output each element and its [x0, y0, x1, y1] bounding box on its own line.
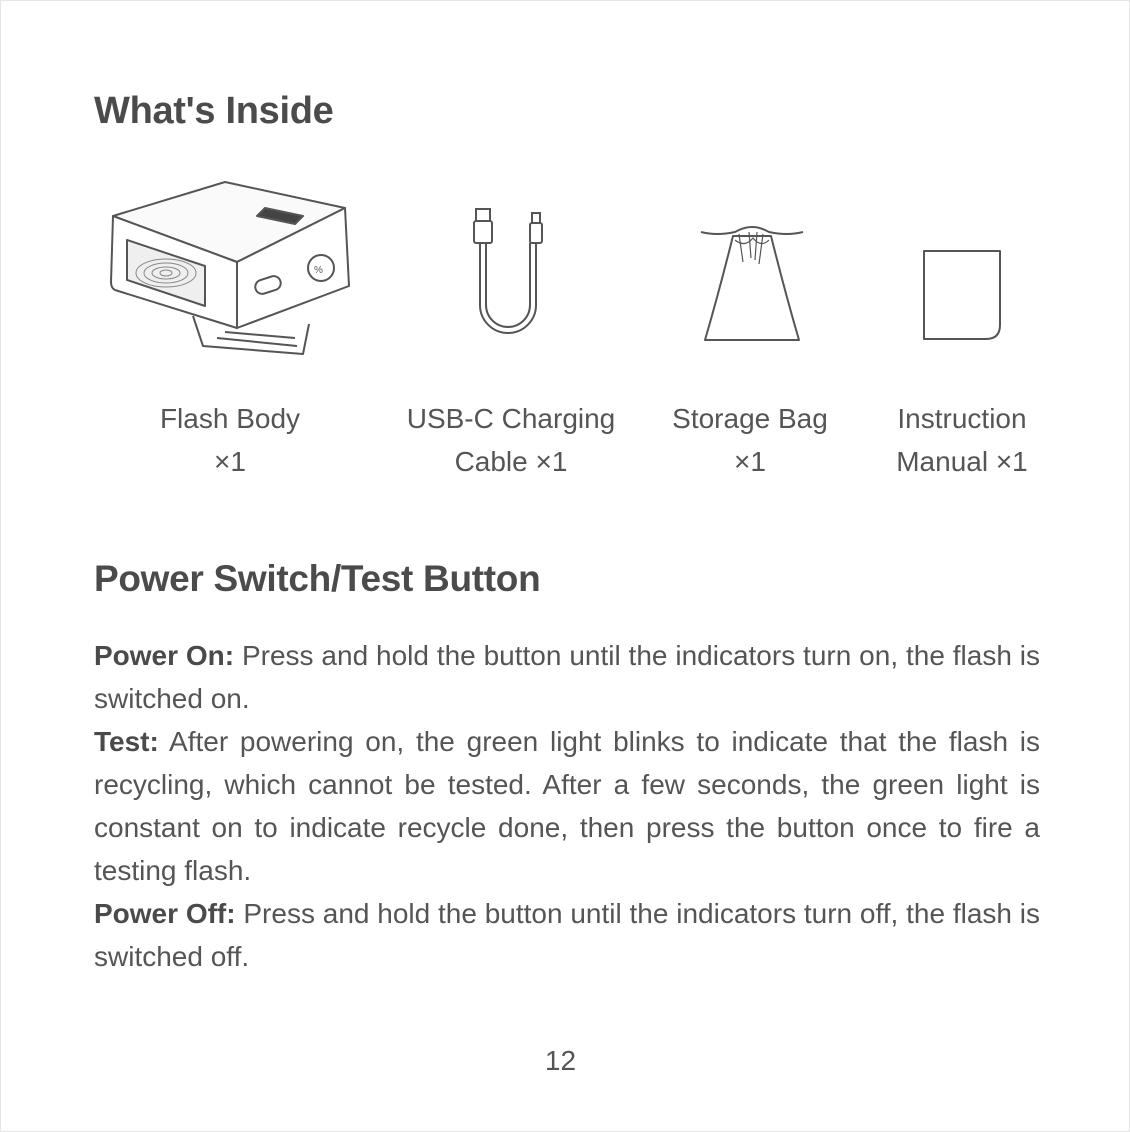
- item-caption-instruction-manual: [872, 397, 1052, 483]
- caption-line: USB-C Charging: [406, 403, 616, 434]
- caption-line: ×1: [214, 446, 246, 477]
- usb-c-cable-icon: [466, 205, 556, 347]
- caption-line: Instruction: [897, 403, 1027, 434]
- caption-line: Cable ×1: [454, 446, 568, 477]
- caption-line: Manual ×1: [896, 446, 1028, 477]
- item-caption-flash-body: [130, 397, 330, 483]
- paragraph-power-on: [94, 634, 1040, 720]
- text-test: After powering on, the green light blinks to indicate that the flash is recycling, which cannot be tested. After a few seconds, the green light is constant on to indicate recycle done, then press the button once to fire a testing flash.: [94, 726, 1040, 886]
- caption-line: ×1: [734, 446, 766, 477]
- flash-body-icon: [105, 178, 355, 356]
- page-number: 12: [544, 1045, 577, 1076]
- section-title-whats-inside: What's Inside: [94, 90, 334, 132]
- label-power-off: Power Off:: [94, 898, 236, 929]
- power-instructions: [94, 634, 1040, 978]
- caption-line: Storage Bag: [672, 403, 828, 434]
- item-caption-usb-c-cable: [395, 397, 627, 483]
- item-caption-storage-bag: [660, 397, 840, 483]
- paragraph-test: [94, 720, 1040, 892]
- label-test: Test:: [94, 726, 159, 757]
- paragraph-power-off: [94, 892, 1040, 978]
- text-power-off: Press and hold the button until the indicators turn off, the flash is switched off.: [94, 898, 1040, 972]
- svg-text:%: %: [314, 265, 323, 276]
- section-title-power-switch: Power Switch/Test Button: [94, 558, 541, 599]
- label-power-on: Power On:: [94, 640, 235, 671]
- text-power-on: Press and hold the button until the indicators turn on, the flash is switched on.: [94, 640, 1040, 714]
- storage-bag-icon: [697, 222, 807, 346]
- instruction-manual-icon: [920, 247, 1004, 343]
- caption-line: Flash Body: [159, 403, 301, 434]
